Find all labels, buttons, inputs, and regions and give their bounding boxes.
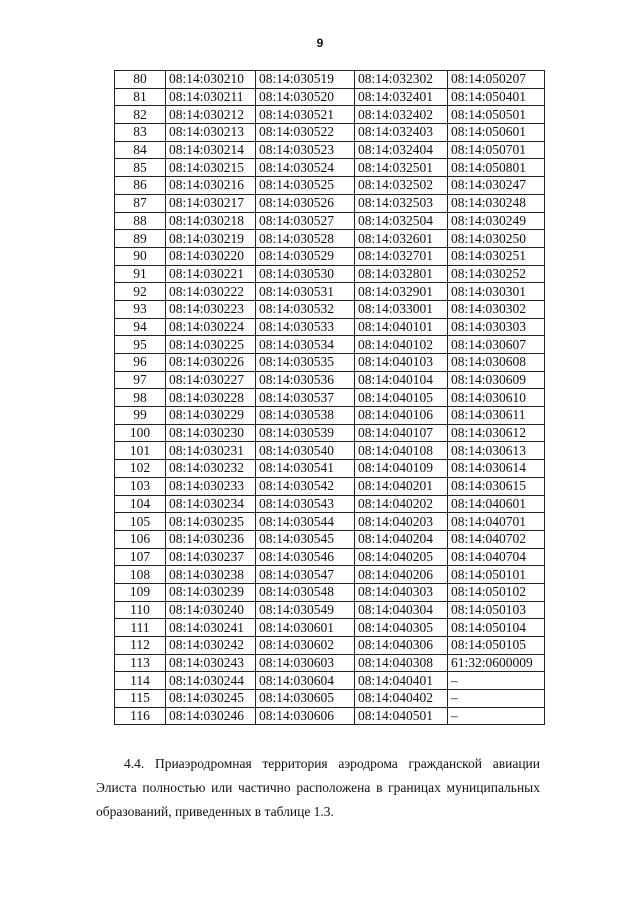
code-cell-col4: 61:32:0600009 [448,654,545,672]
code-cell-col1: 08:14:030232 [166,460,256,478]
cadastral-codes-table [114,70,545,725]
table-row [115,283,545,301]
table-row [115,460,545,478]
code-cell-col2: 08:14:030535 [256,354,355,372]
code-cell-col4: 08:14:040704 [448,548,545,566]
row-number-cell: 97 [115,371,166,389]
code-cell-col4: 08:14:050105 [448,637,545,655]
code-cell-col3: 08:14:033001 [355,300,448,318]
row-number-cell: 109 [115,583,166,601]
code-cell-col3: 08:14:040105 [355,389,448,407]
code-cell-col2: 08:14:030536 [256,371,355,389]
code-cell-col4: – [448,690,545,708]
table-row [115,124,545,142]
code-cell-col1: 08:14:030215 [166,159,256,177]
code-cell-col3: 08:14:040108 [355,442,448,460]
code-cell-col2: 08:14:030537 [256,389,355,407]
code-cell-col3: 08:14:032701 [355,247,448,265]
code-cell-col3: 08:14:040204 [355,530,448,548]
code-cell-col2: 08:14:030602 [256,637,355,655]
code-cell-col3: 08:14:032504 [355,212,448,230]
code-cell-col4: 08:14:050601 [448,124,545,142]
body-paragraph: 4.4. Приаэродромная территория аэродрома гражданской авиации Элиста полностью или частично расположена в границах муниципальных образований, приведенных в таблице 1.3. [96,755,540,819]
table-row [115,71,545,89]
code-cell-col1: 08:14:030231 [166,442,256,460]
code-cell-col3: 08:14:040202 [355,495,448,513]
row-number-cell: 87 [115,194,166,212]
table-row [115,707,545,725]
code-cell-col2: 08:14:030601 [256,619,355,637]
code-cell-col3: 08:14:040104 [355,371,448,389]
code-cell-col1: 08:14:030212 [166,106,256,124]
code-cell-col1: 08:14:030239 [166,583,256,601]
code-cell-col4: 08:14:050501 [448,106,545,124]
code-cell-col4: 08:14:050102 [448,583,545,601]
table-row [115,88,545,106]
code-cell-col2: 08:14:030524 [256,159,355,177]
code-cell-col3: 08:14:040206 [355,566,448,584]
row-number-cell: 101 [115,442,166,460]
table-row [115,159,545,177]
table-row [115,442,545,460]
page-number: 9 [316,36,324,50]
table-row [115,230,545,248]
code-cell-col1: 08:14:030226 [166,354,256,372]
code-cell-col1: 08:14:030236 [166,530,256,548]
row-number-cell: 108 [115,566,166,584]
code-cell-col4: 08:14:030608 [448,354,545,372]
row-number-cell: 113 [115,654,166,672]
code-cell-col3: 08:14:032402 [355,106,448,124]
code-cell-col3: 08:14:040107 [355,424,448,442]
code-cell-col4: – [448,672,545,690]
code-cell-col2: 08:14:030533 [256,318,355,336]
code-cell-col4: 08:14:030250 [448,230,545,248]
row-number-cell: 116 [115,707,166,725]
code-cell-col3: 08:14:032601 [355,230,448,248]
row-number-cell: 93 [115,300,166,318]
code-cell-col3: 08:14:032501 [355,159,448,177]
row-number-cell: 94 [115,318,166,336]
row-number-cell: 112 [115,637,166,655]
table-row [115,513,545,531]
code-cell-col1: 08:14:030210 [166,71,256,89]
code-cell-col2: 08:14:030605 [256,690,355,708]
code-cell-col1: 08:14:030223 [166,300,256,318]
table-row [115,177,545,195]
code-cell-col3: 08:14:032404 [355,141,448,159]
row-number-cell: 90 [115,247,166,265]
code-cell-col2: 08:14:030604 [256,672,355,690]
code-cell-col4: 08:14:030251 [448,247,545,265]
table-row [115,530,545,548]
table-row [115,212,545,230]
code-cell-col4: 08:14:030247 [448,177,545,195]
code-cell-col3: 08:14:040402 [355,690,448,708]
row-number-cell: 84 [115,141,166,159]
code-cell-col4: 08:14:030613 [448,442,545,460]
code-cell-col4: 08:14:050101 [448,566,545,584]
code-cell-col3: 08:14:040109 [355,460,448,478]
code-cell-col1: 08:14:030230 [166,424,256,442]
code-cell-col4: 08:14:030607 [448,336,545,354]
code-cell-col3: 08:14:040401 [355,672,448,690]
code-cell-col3: 08:14:040106 [355,407,448,425]
row-number-cell: 95 [115,336,166,354]
code-cell-col4: 08:14:030302 [448,300,545,318]
row-number-cell: 82 [115,106,166,124]
table-row [115,654,545,672]
code-cell-col2: 08:14:030541 [256,460,355,478]
code-cell-col3: 08:14:040306 [355,637,448,655]
code-cell-col1: 08:14:030222 [166,283,256,301]
code-cell-col4: 08:14:030609 [448,371,545,389]
row-number-cell: 91 [115,265,166,283]
code-cell-col4: 08:14:030612 [448,424,545,442]
code-cell-col1: 08:14:030237 [166,548,256,566]
table-row [115,619,545,637]
code-cell-col1: 08:14:030233 [166,477,256,495]
code-cell-col3: 08:14:040501 [355,707,448,725]
row-number-cell: 110 [115,601,166,619]
row-number-cell: 86 [115,177,166,195]
code-cell-col2: 08:14:030539 [256,424,355,442]
code-cell-col2: 08:14:030544 [256,513,355,531]
row-number-cell: 107 [115,548,166,566]
row-number-cell: 83 [115,124,166,142]
code-cell-col2: 08:14:030526 [256,194,355,212]
code-cell-col3: 08:14:040101 [355,318,448,336]
code-cell-col4: 08:14:050207 [448,71,545,89]
code-cell-col2: 08:14:030547 [256,566,355,584]
row-number-cell: 115 [115,690,166,708]
code-cell-col4: – [448,707,545,725]
row-number-cell: 98 [115,389,166,407]
row-number-cell: 105 [115,513,166,531]
row-number-cell: 92 [115,283,166,301]
code-cell-col2: 08:14:030519 [256,71,355,89]
code-cell-col1: 08:14:030240 [166,601,256,619]
code-cell-col3: 08:14:032503 [355,194,448,212]
code-cell-col1: 08:14:030245 [166,690,256,708]
table-row [115,318,545,336]
code-cell-col4: 08:14:050103 [448,601,545,619]
code-cell-col3: 08:14:040308 [355,654,448,672]
table-row [115,371,545,389]
code-cell-col2: 08:14:030532 [256,300,355,318]
table-row [115,336,545,354]
code-cell-col4: 08:14:050104 [448,619,545,637]
row-number-cell: 100 [115,424,166,442]
row-number-cell: 89 [115,230,166,248]
table-row [115,690,545,708]
code-cell-col3: 08:14:032302 [355,71,448,89]
table-row [115,194,545,212]
code-cell-col2: 08:14:030542 [256,477,355,495]
code-cell-col2: 08:14:030548 [256,583,355,601]
code-cell-col2: 08:14:030543 [256,495,355,513]
code-cell-col1: 08:14:030217 [166,194,256,212]
code-cell-col4: 08:14:030252 [448,265,545,283]
table-row [115,495,545,513]
row-number-cell: 102 [115,460,166,478]
code-cell-col2: 08:14:030549 [256,601,355,619]
code-cell-col2: 08:14:030522 [256,124,355,142]
table-row [115,672,545,690]
row-number-cell: 106 [115,530,166,548]
code-cell-col3: 08:14:040304 [355,601,448,619]
code-cell-col2: 08:14:030545 [256,530,355,548]
code-cell-col3: 08:14:032502 [355,177,448,195]
code-cell-col1: 08:14:030234 [166,495,256,513]
row-number-cell: 103 [115,477,166,495]
code-cell-col3: 08:14:040201 [355,477,448,495]
code-cell-col1: 08:14:030218 [166,212,256,230]
code-cell-col1: 08:14:030211 [166,88,256,106]
code-cell-col1: 08:14:030229 [166,407,256,425]
code-cell-col3: 08:14:040305 [355,619,448,637]
table-body [115,71,545,725]
code-cell-col1: 08:14:030220 [166,247,256,265]
code-cell-col2: 08:14:030538 [256,407,355,425]
code-cell-col1: 08:14:030219 [166,230,256,248]
table-row [115,300,545,318]
table-row [115,583,545,601]
code-cell-col3: 08:14:032401 [355,88,448,106]
table-row [115,389,545,407]
table-row [115,566,545,584]
code-cell-col2: 08:14:030521 [256,106,355,124]
code-cell-col1: 08:14:030213 [166,124,256,142]
code-cell-col4: 08:14:030615 [448,477,545,495]
code-cell-col3: 08:14:032403 [355,124,448,142]
code-cell-col1: 08:14:030243 [166,654,256,672]
code-cell-col4: 08:14:040701 [448,513,545,531]
code-cell-col2: 08:14:030606 [256,707,355,725]
table-row [115,247,545,265]
row-number-cell: 99 [115,407,166,425]
code-cell-col4: 08:14:050701 [448,141,545,159]
code-cell-col1: 08:14:030216 [166,177,256,195]
code-cell-col4: 08:14:030610 [448,389,545,407]
code-cell-col4: 08:14:040601 [448,495,545,513]
table-row [115,637,545,655]
code-cell-col2: 08:14:030529 [256,247,355,265]
code-cell-col4: 08:14:030249 [448,212,545,230]
code-cell-col1: 08:14:030227 [166,371,256,389]
code-cell-col3: 08:14:040203 [355,513,448,531]
table-row [115,548,545,566]
code-cell-col1: 08:14:030225 [166,336,256,354]
code-cell-col2: 08:14:030540 [256,442,355,460]
code-cell-col3: 08:14:040303 [355,583,448,601]
code-cell-col1: 08:14:030238 [166,566,256,584]
table-row [115,141,545,159]
code-cell-col2: 08:14:030603 [256,654,355,672]
code-cell-col4: 08:14:040702 [448,530,545,548]
code-cell-col2: 08:14:030534 [256,336,355,354]
code-cell-col2: 08:14:030523 [256,141,355,159]
code-cell-col1: 08:14:030244 [166,672,256,690]
row-number-cell: 85 [115,159,166,177]
code-cell-col1: 08:14:030214 [166,141,256,159]
code-cell-col4: 08:14:030611 [448,407,545,425]
code-cell-col1: 08:14:030221 [166,265,256,283]
code-cell-col1: 08:14:030242 [166,637,256,655]
row-number-cell: 88 [115,212,166,230]
code-cell-col1: 08:14:030235 [166,513,256,531]
table-row [115,477,545,495]
code-cell-col4: 08:14:050801 [448,159,545,177]
code-cell-col4: 08:14:050401 [448,88,545,106]
table-row [115,424,545,442]
code-cell-col2: 08:14:030525 [256,177,355,195]
code-cell-col4: 08:14:030614 [448,460,545,478]
code-cell-col2: 08:14:030520 [256,88,355,106]
row-number-cell: 96 [115,354,166,372]
code-cell-col4: 08:14:030248 [448,194,545,212]
code-cell-col2: 08:14:030530 [256,265,355,283]
row-number-cell: 111 [115,619,166,637]
code-cell-col2: 08:14:030531 [256,283,355,301]
table-row [115,106,545,124]
code-cell-col4: 08:14:030303 [448,318,545,336]
code-cell-col1: 08:14:030241 [166,619,256,637]
table-row [115,354,545,372]
table-row [115,407,545,425]
code-cell-col3: 08:14:040102 [355,336,448,354]
code-cell-col1: 08:14:030228 [166,389,256,407]
row-number-cell: 104 [115,495,166,513]
code-cell-col2: 08:14:030546 [256,548,355,566]
row-number-cell: 80 [115,71,166,89]
code-cell-col3: 08:14:040103 [355,354,448,372]
code-cell-col2: 08:14:030528 [256,230,355,248]
code-cell-col1: 08:14:030246 [166,707,256,725]
code-cell-col1: 08:14:030224 [166,318,256,336]
code-cell-col4: 08:14:030301 [448,283,545,301]
code-cell-col2: 08:14:030527 [256,212,355,230]
row-number-cell: 114 [115,672,166,690]
table-row [115,601,545,619]
code-cell-col3: 08:14:040205 [355,548,448,566]
row-number-cell: 81 [115,88,166,106]
code-cell-col3: 08:14:032801 [355,265,448,283]
code-cell-col3: 08:14:032901 [355,283,448,301]
table-row [115,265,545,283]
